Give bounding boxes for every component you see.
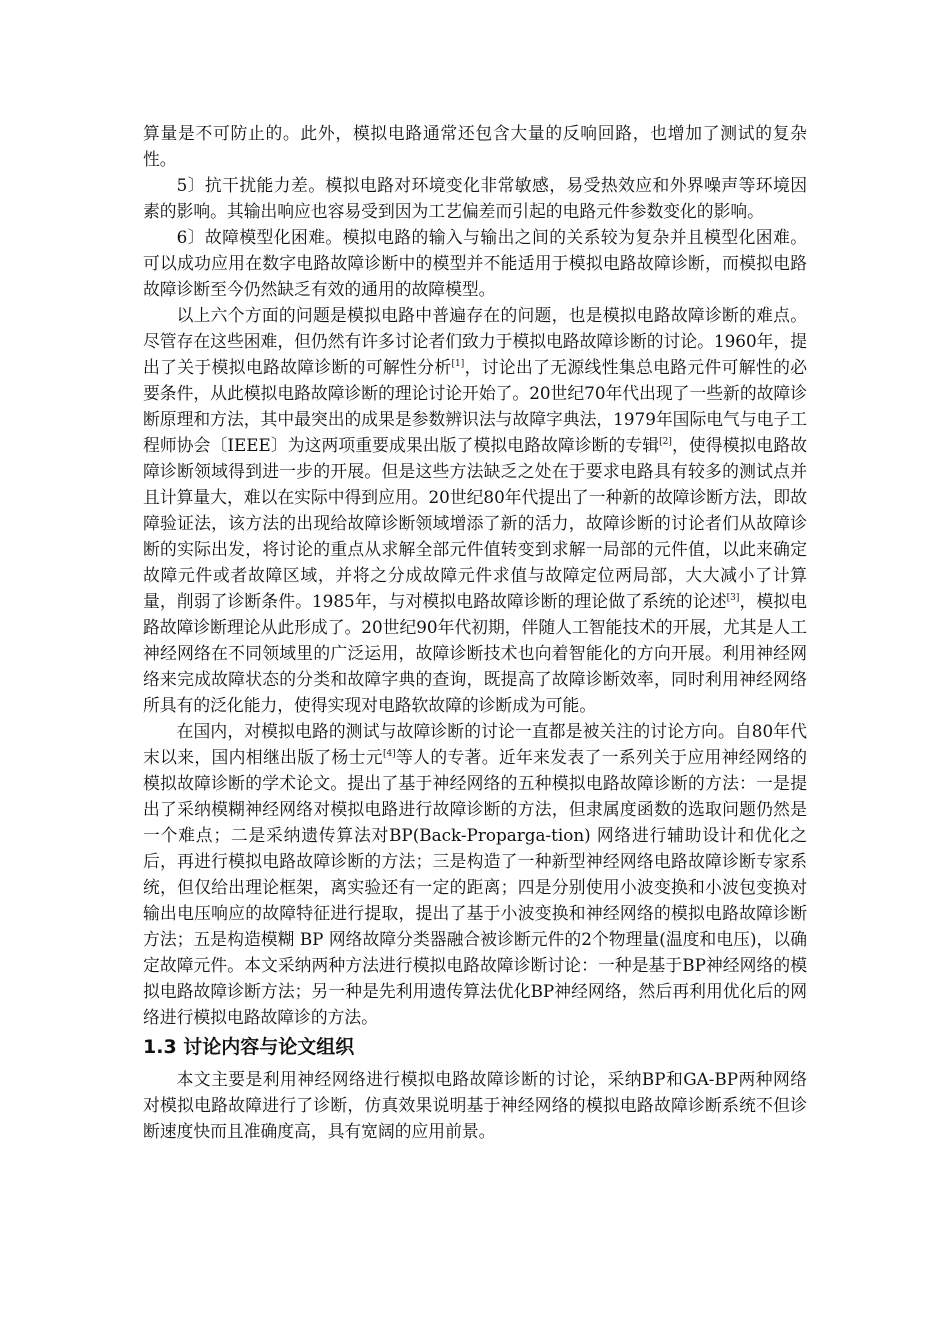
- paragraph-text: ，使得模拟电路故障诊断领域得到进一步的开展。但是这些方法缺乏之处在于要求电路具有较多的测试点并且计算量大，难以在实际中得到应用。20世纪80年代提出了一种新的故障诊断方法，即故障验证法，该方法的出现给故障诊断领域增添了新的活力，故障诊断的讨论者们从故障诊断的实际出发，将讨论的重点从求解全部元件值转变到求解一局部的元件值，以此来确定故障元件或者故障区域，并将之分成故障元件求值与故障定位两局部，大大减小了计算量，削弱了诊断条件。1985年，与对模拟电路故障诊断的理论做了系统的论述: [143, 435, 807, 611]
- paragraph-continuation: [143, 120, 807, 172]
- paragraph-text: 算量是不可防止的。此外，模拟电路通常还包含大量的反响回路，也增加了测试的复杂性。: [143, 123, 807, 169]
- citation-ref: [4]: [382, 749, 396, 759]
- paragraph-text: ，讨论出了无源线性集总电路元件可解性的必要条件，从此模拟电路故障诊断的理论讨论开始了。20世纪70年代出现了一些新的故障诊断原理和方法，其中最突出的成果是参数辨识法与故障字典法，1979年国际电气与电子工程师协会〔IEEE〕为这两项重要成果出版了模拟电路故障诊断的专辑: [143, 357, 807, 455]
- section-heading: 1.3 讨论内容与论文组织: [143, 1036, 355, 1058]
- paragraph-item-6: [143, 224, 807, 302]
- paragraph-text: 以上六个方面的问题是模拟电路中普遍存在的问题，也是模拟电路故障诊断的难点。尽管存在这些困难，但仍然有许多讨论者们致力于模拟电路故障诊断的讨论。1960年，提出了关于模拟电路故障诊断的可解性分析: [143, 305, 807, 377]
- citation-ref: [1]: [451, 359, 465, 369]
- paragraph-text: 5〕抗干扰能力差。模拟电路对环境变化非常敏感，易受热效应和外界噪声等环境因素的影响。其输出响应也容易受到因为工艺偏差而引起的电路元件参数变化的影响。: [143, 175, 807, 221]
- paragraph-history: [143, 302, 807, 718]
- paragraph-text: 本文主要是利用神经网络进行模拟电路故障诊断的讨论，采纳BP和GA-BP两种网络对模拟电路故障进行了诊断，仿真效果说明基于神经网络的模拟电路故障诊断系统不但诊断速度快而且准确度高，具有宽阔的应用前景。: [143, 1069, 807, 1141]
- paragraph-text: 在国内，对模拟电路的测试与故障诊断的讨论一直都是被关注的讨论方向。自80年代末以来，国内相继出版了杨士元: [143, 721, 807, 767]
- document-page: [143, 120, 807, 1144]
- paragraph-text: 等人的专著。近年来发表了一系列关于应用神经网络的模拟故障诊断的学术论文。提出了基于神经网络的五种模拟电路故障诊断的方法：一是提出了采纳模糊神经网络对模拟电路进行故障诊断的方法，但隶属度函数的选取问题仍然是一个难点；二是采纳遗传算法对BP(Back-Proparga-tion) 网络进行辅助设计和优化之后，再进行模拟电路故障诊断的方法；三是构造了一种新型神经网络电路故障诊断专家系统，但仅给出理论框架，离实验还有一定的距离；四是分别使用小波变换和小波包变换对输出电压响应的故障特征进行提取，提出了基于小波变换和神经网络的模拟电路故障诊断方法；五是构造模糊 BP 网络故障分类器融合被诊断元件的2个物理量(温度和电压)，以确定故障元件。本文采纳两种方法进行模拟电路故障诊断讨论：一种是基于BP神经网络的模拟电路故障诊断方法；另一种是先利用遗传算法优化BP神经网络，然后再利用优化后的网络进行模拟电路故障诊的方法。: [143, 747, 807, 1027]
- paragraph-item-5: [143, 172, 807, 224]
- paragraph-text: ，模拟电路故障诊断理论从此形成了。20世纪90年代初期，伴随人工智能技术的开展，尤其是人工神经网络在不同领域里的广泛运用，故障诊断技术也向着智能化的方向开展。利用神经网络来完成故障状态的分类和故障字典的查询，既提高了故障诊断效率，同时利用神经网络所具有的泛化能力，使得实现对电路软故障的诊断成为可能。: [143, 591, 807, 715]
- paragraph-domestic: [143, 718, 807, 1030]
- citation-ref: [3]: [726, 593, 740, 603]
- citation-ref: [2]: [659, 437, 672, 447]
- paragraph-text: 6〕故障模型化困难。模拟电路的输入与输出之间的关系较为复杂并且模型化困难。可以成功应用在数字电路故障诊断中的模型并不能适用于模拟电路故障诊断，而模拟电路故障诊断至今仍然缺乏有效的通用的故障模型。: [143, 227, 807, 299]
- paragraph-section-body: [143, 1066, 807, 1144]
